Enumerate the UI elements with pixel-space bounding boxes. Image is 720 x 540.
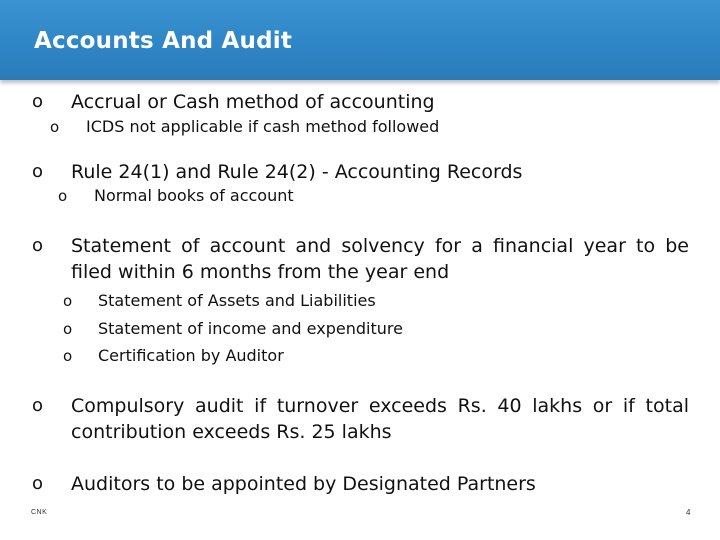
bullet-text: Accrual or Cash method of accounting <box>71 91 435 113</box>
bullet-marker: o <box>32 235 44 256</box>
bullet-marker: o <box>32 161 44 182</box>
sub-bullet-marker: o <box>63 347 73 365</box>
slide-title: Accounts And Audit <box>34 28 293 54</box>
sub-bullet-text: ICDS not applicable if cash method followed <box>86 117 440 136</box>
sub-bullet-marker: o <box>58 187 68 205</box>
bullet-marker: o <box>32 473 44 494</box>
bullet-text: Rule 24(1) and Rule 24(2) - Accounting Records <box>71 161 523 183</box>
sub-bullet-text: Normal books of account <box>94 186 294 205</box>
title-bar <box>0 0 720 80</box>
sub-bullet-text: Statement of Assets and Liabilities <box>98 291 376 310</box>
sub-bullet-text: Statement of income and expenditure <box>98 319 403 338</box>
footer-label: CNK <box>31 509 48 516</box>
bullet-text: Auditors to be appointed by Designated Partners <box>71 473 536 495</box>
page-number: 4 <box>686 508 691 517</box>
sub-bullet-marker: o <box>63 292 73 310</box>
sub-bullet-marker: o <box>63 320 73 338</box>
bullet-text: Statement of account and solvency for a financial year to be filed within 6 months from the year end <box>71 235 689 283</box>
bullet-marker: o <box>32 395 44 416</box>
bullet-text: Compulsory audit if turnover exceeds Rs. 40 lakhs or if total contribution exceeds Rs. 25 lakhs <box>71 395 689 443</box>
sub-bullet-marker: o <box>50 118 60 136</box>
bullet-marker: o <box>32 91 44 112</box>
sub-bullet-text: Certification by Auditor <box>98 346 284 365</box>
